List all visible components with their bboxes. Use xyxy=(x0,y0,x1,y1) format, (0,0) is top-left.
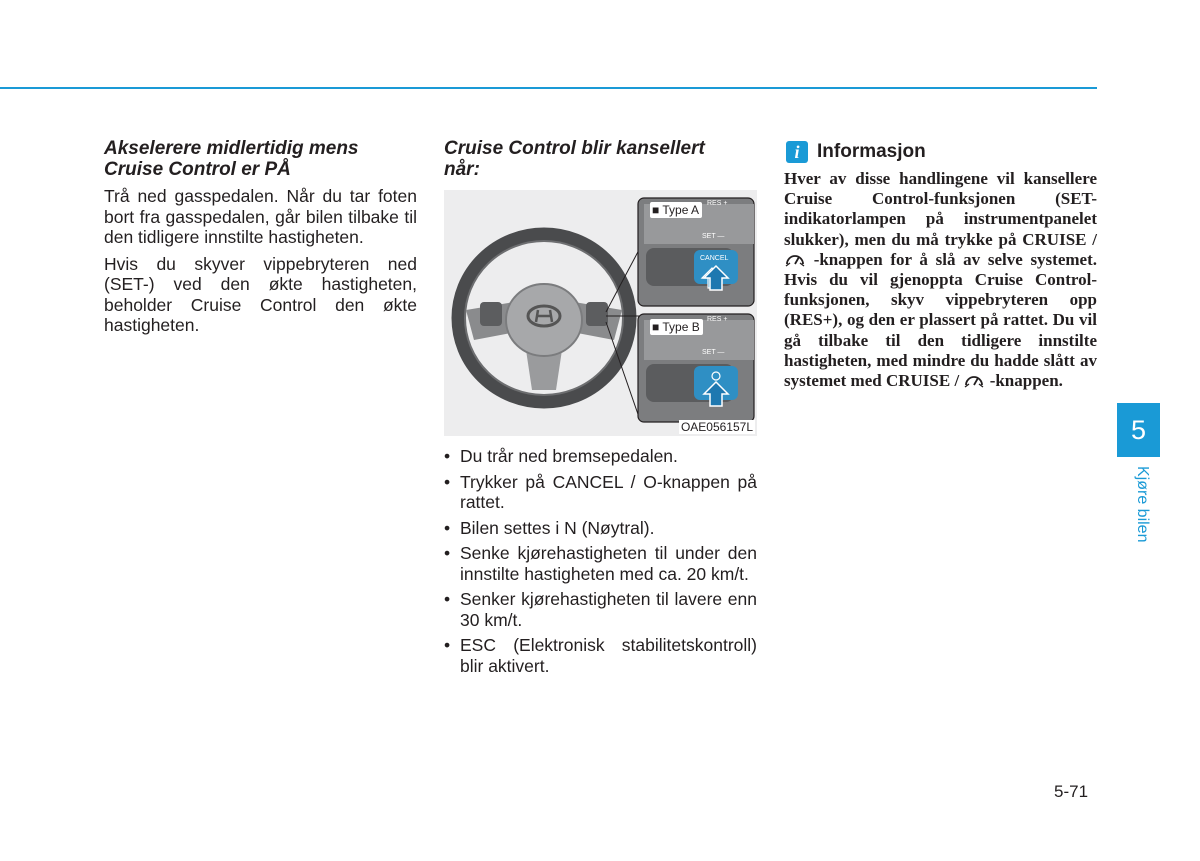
bullet-icon: • xyxy=(444,589,451,609)
steering-wheel-illustration xyxy=(444,190,757,436)
left-column xyxy=(104,138,417,342)
bullet-icon: • xyxy=(444,635,451,655)
list-item xyxy=(444,589,757,630)
info-icon: i xyxy=(786,141,808,163)
cruise-control-icon xyxy=(784,251,806,267)
header-rule xyxy=(0,87,1097,89)
list-item-text: ESC (Elektronisk stabilitetskontroll) blir aktivert. xyxy=(460,635,757,676)
list-item-text: Trykker på CANCEL / O-knappen på rattet. xyxy=(460,471,757,512)
chapter-title: Kjøre bilen xyxy=(1134,466,1151,543)
res-label: RES + xyxy=(707,200,728,207)
info-text xyxy=(784,169,1097,391)
figure-code: OAE056157L xyxy=(680,420,753,434)
bullet-icon: • xyxy=(444,446,451,466)
paragraph: Hvis du skyver vippebryteren ned (SET-) ved den økte hastigheten, beholder Cruise Control den økte hastigheten. xyxy=(104,253,417,335)
list-item-text: Senker kjørehastigheten til lavere enn 30 km/t. xyxy=(460,589,757,630)
page-number: 5-71 xyxy=(1054,782,1089,801)
list-item xyxy=(444,518,757,539)
info-box xyxy=(784,138,1097,391)
heading-line: Cruise Control blir kansellert xyxy=(444,138,705,159)
set-label: SET — xyxy=(702,233,725,240)
list-item-text: Bilen settes i N (Nøytral). xyxy=(460,517,655,538)
bullet-icon: • xyxy=(444,471,451,492)
info-text-part: -knappen for å slå av selve systemet. Hvis du vil gjenoppta Cruise Control-funksjonen, skyv vippebryteren opp (RES+), og den er plassert på rattet. Du vil gå tilbake til den tidligere innstilte hastigheten, med mindre du hadde slått av systemet med CRUISE / xyxy=(784,249,1098,391)
info-header xyxy=(784,141,1097,163)
heading-line: når: xyxy=(444,159,480,180)
info-text-part: Hver av disse handlingene vil kansellere Cruise Control-funksjonen (SET-indikatorlampen på instrumentpanelet slukker), men du må trykke på CRUISE / xyxy=(784,169,1097,249)
chapter-number-tab: 5 xyxy=(1117,403,1160,457)
list-item-text: Senke kjørehastigheten til under den innstilte hastigheten med ca. 20 km/t. xyxy=(460,543,757,584)
bullet-icon: • xyxy=(444,543,451,563)
heading-line: Akselerere midlertidig mens xyxy=(104,138,359,159)
section-heading xyxy=(444,138,757,180)
heading-line: Cruise Control er PÅ xyxy=(104,159,291,180)
info-title: Informasjon xyxy=(817,141,926,162)
paragraph: Trå ned gasspedalen. Når du tar foten bort fra gasspedalen, går bilen tilbake til den tidligere innstilte hastigheten. xyxy=(104,186,417,247)
cancel-label: CANCEL xyxy=(700,255,729,262)
list-item xyxy=(444,446,757,467)
middle-column xyxy=(444,138,757,681)
bullet-icon: • xyxy=(444,517,451,538)
type-b-label: ■ Type B xyxy=(650,319,703,335)
cruise-control-icon xyxy=(963,372,985,388)
set-label: SET — xyxy=(702,349,725,356)
list-item xyxy=(444,472,757,513)
list-item-text: Du trår ned bremsepedalen. xyxy=(460,446,678,466)
info-text-part: -knappen. xyxy=(989,371,1063,391)
list-item xyxy=(444,635,757,676)
steering-wheel-figure xyxy=(444,190,757,436)
bullet-list xyxy=(444,446,757,676)
res-label: RES + xyxy=(707,316,728,323)
list-item xyxy=(444,543,757,584)
section-heading xyxy=(104,138,417,180)
type-a-label: ■ Type A xyxy=(650,202,702,218)
